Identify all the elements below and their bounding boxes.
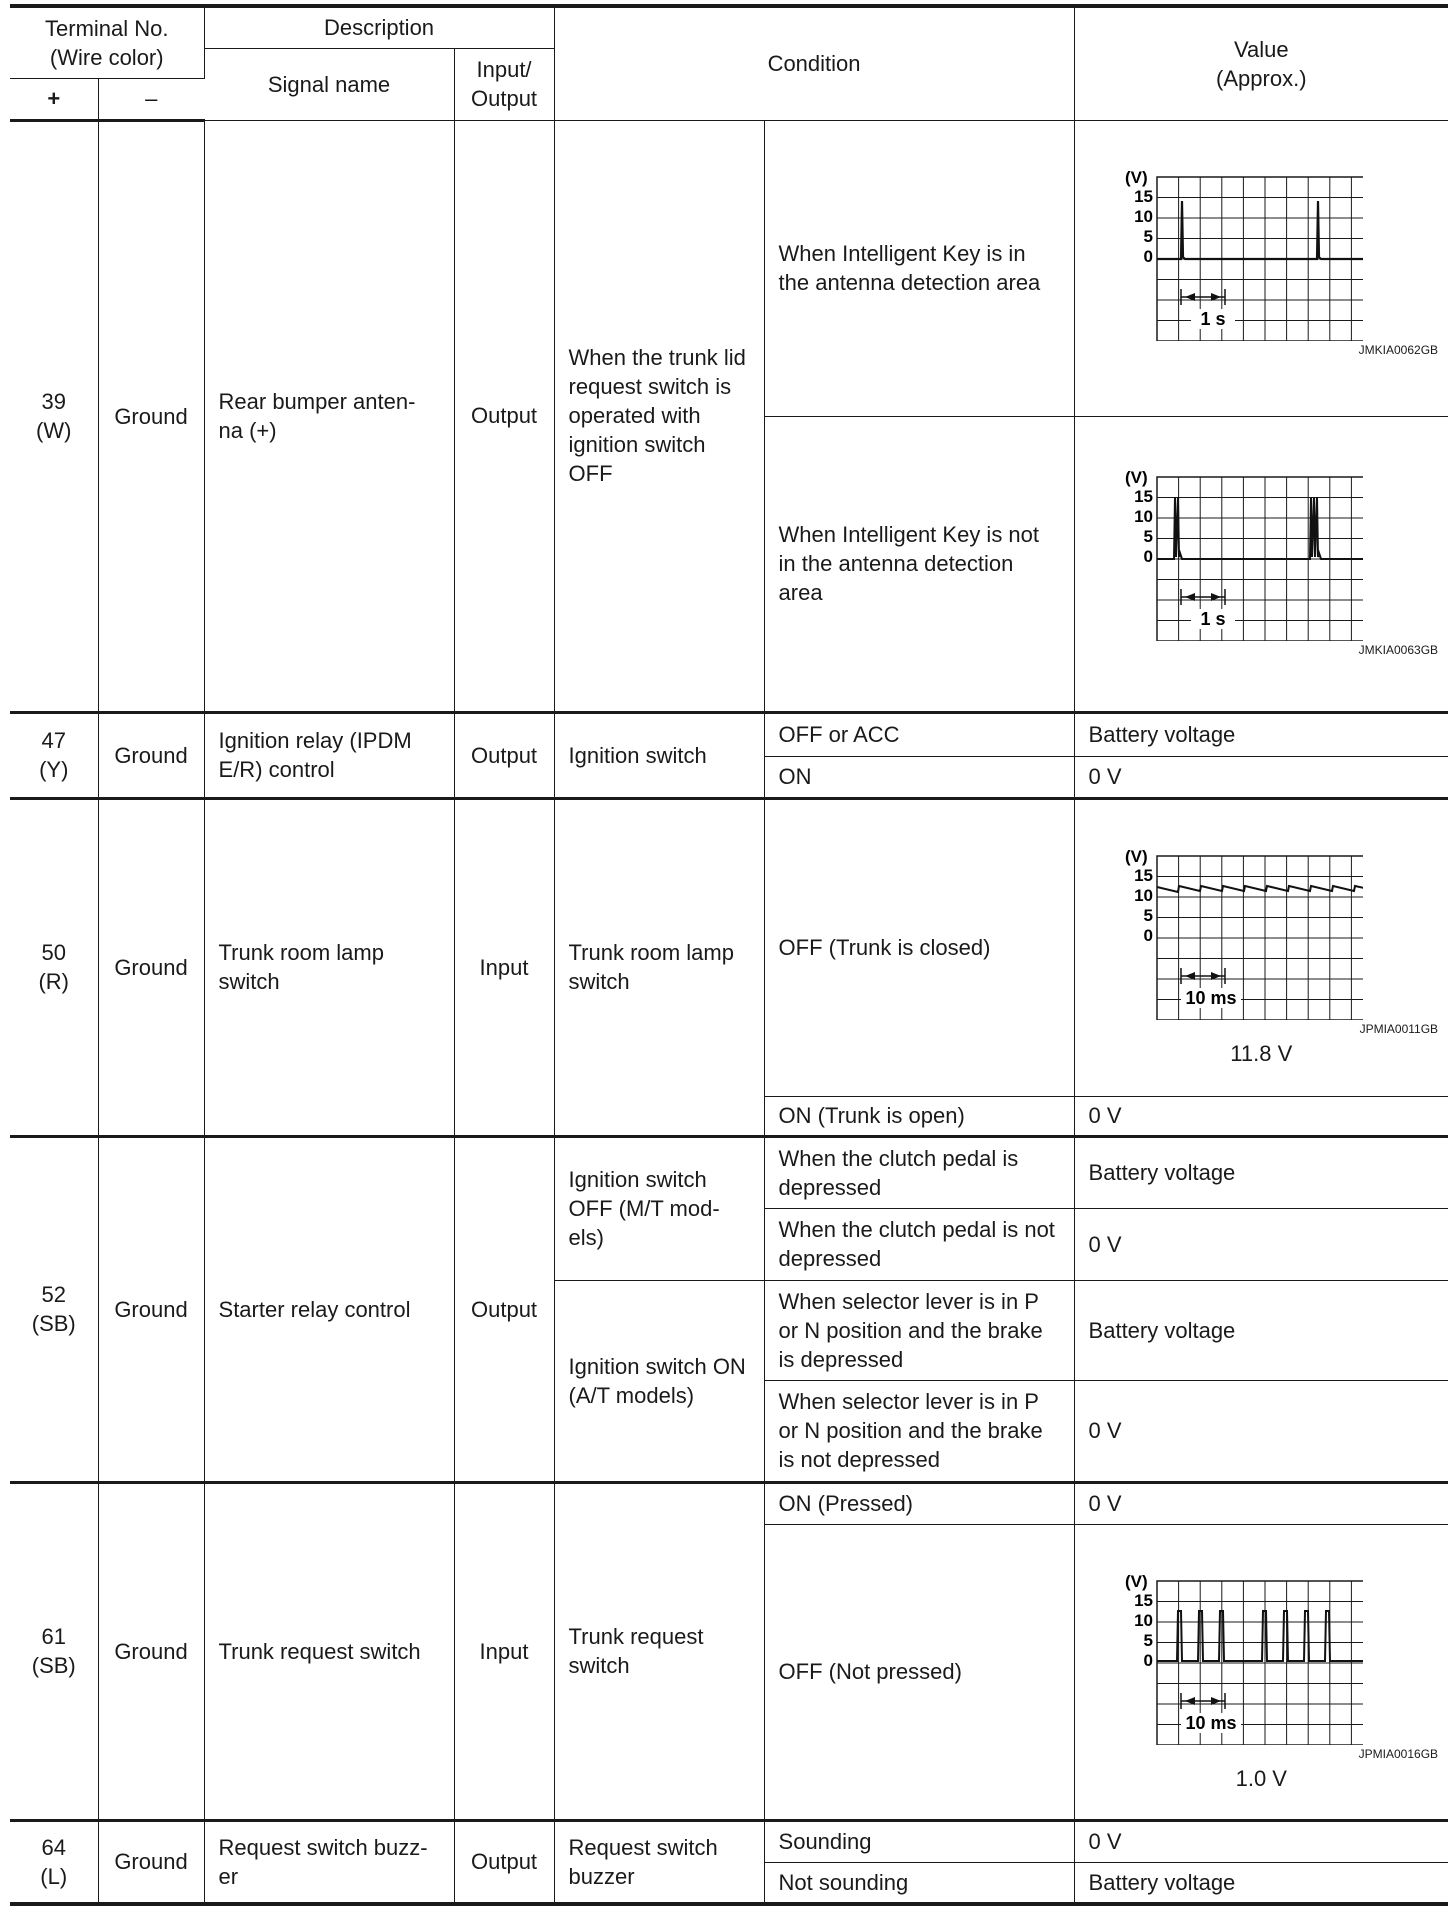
input-output: Output: [454, 120, 554, 712]
waveform-caption: JPMIA0016GB: [1358, 1746, 1439, 1761]
input-output: Input: [454, 1482, 554, 1820]
scope-tick-10: 10: [1133, 506, 1153, 526]
value-waveform-cell: [1074, 1524, 1448, 1820]
minus-terminal: Ground: [98, 1482, 204, 1820]
condition-sub: ON (Trunk is open): [764, 1096, 1074, 1136]
condition-sub: When selector lever is in P or N position and the brake is depressed: [764, 1280, 1074, 1380]
terminal-number: 50: [41, 940, 66, 965]
wire-color: (SB): [31, 1653, 76, 1678]
terminal-number: 52: [41, 1282, 66, 1307]
value-text: Battery voltage: [1074, 1280, 1448, 1380]
input-output: Input: [454, 798, 554, 1136]
terminal-number: 47: [41, 728, 66, 753]
condition-main: Trunk request switch: [554, 1482, 764, 1820]
terminal-table: [10, 4, 1448, 1906]
value-text: 0 V: [1074, 1096, 1448, 1136]
header-approx-label: (Approx.): [1216, 65, 1307, 91]
scope-tick-15: 15: [1133, 1590, 1153, 1610]
scope-unit-label: (V): [1124, 467, 1148, 487]
value-text: Battery voltage: [1074, 1136, 1448, 1208]
scope-tick-15: 15: [1133, 486, 1153, 506]
condition-main-mt: Ignition switch OFF (M/T mod-els): [554, 1136, 764, 1280]
condition-sub: When selector lever is in P or N position and the brake is not depressed: [764, 1380, 1074, 1482]
value-text: Battery voltage: [1074, 712, 1448, 756]
scope-unit-label: (V): [1124, 167, 1148, 187]
header-minus: –: [98, 78, 204, 120]
terminal-50: [10, 798, 98, 1136]
terminal-number: 61: [41, 1624, 66, 1649]
minus-terminal: Ground: [98, 1136, 204, 1482]
header-output-label: Output: [471, 86, 538, 111]
wire-color: (R): [38, 969, 70, 994]
terminal-39: [10, 120, 98, 712]
condition-sub: OFF or ACC: [764, 712, 1074, 756]
value-text: 0 V: [1074, 1208, 1448, 1280]
condition-sub: When the clutch pedal is not depressed: [764, 1208, 1074, 1280]
scope-trace: [1157, 497, 1363, 559]
header-terminal-label: Terminal No.: [45, 15, 169, 41]
header-description: Description: [204, 6, 554, 48]
signal-name: Rear bumper anten-na (+): [204, 120, 454, 712]
value-text: 1.0 V: [1235, 1765, 1287, 1791]
signal-name: Trunk room lamp switch: [204, 798, 454, 1136]
oscilloscope-waveform-trunk-closed: [1123, 840, 1363, 1020]
value-text: 0 V: [1074, 1820, 1448, 1862]
minus-terminal: Ground: [98, 1820, 204, 1904]
oscilloscope-waveform-antenna-in-area: [1123, 161, 1363, 341]
wire-color: (L): [40, 1863, 68, 1889]
header-value: [1074, 6, 1448, 120]
input-output: Output: [454, 1136, 554, 1482]
value-waveform-cell: [1074, 120, 1448, 416]
scope-tick-5: 5: [1143, 1630, 1153, 1650]
condition-sub: Sounding: [764, 1820, 1074, 1862]
value-text: 0 V: [1074, 1482, 1448, 1524]
scope-tick-15: 15: [1133, 186, 1153, 206]
waveform-caption: JMKIA0063GB: [1358, 642, 1439, 657]
scope-tick-0: 0: [1143, 246, 1153, 266]
value-text: 0 V: [1074, 756, 1448, 798]
scope-tick-5: 5: [1143, 526, 1153, 546]
signal-name: Trunk request switch: [204, 1482, 454, 1820]
condition-sub: Not sounding: [764, 1862, 1074, 1904]
condition-sub: OFF (Not pressed): [764, 1524, 1074, 1820]
header-condition: Condition: [554, 6, 1074, 120]
minus-terminal: Ground: [98, 120, 204, 712]
scope-trace: [1157, 1611, 1363, 1661]
header-terminal-no: [10, 6, 204, 78]
scope-tick-10: 10: [1133, 885, 1153, 905]
scope-tick-5: 5: [1143, 226, 1153, 246]
minus-terminal: Ground: [98, 712, 204, 798]
value-waveform-cell: [1074, 798, 1448, 1096]
terminal-47: [10, 712, 98, 798]
condition-main: When the trunk lid request switch is operated with ignition switch OFF: [554, 120, 764, 712]
terminal-number: 39: [41, 389, 66, 414]
scope-tick-0: 0: [1143, 1650, 1153, 1670]
condition-main: Trunk room lamp switch: [554, 798, 764, 1136]
signal-name: Starter relay control: [204, 1136, 454, 1482]
terminal-52: [10, 1136, 98, 1482]
condition-main: Ignition switch: [554, 712, 764, 798]
scope-unit-label: (V): [1124, 846, 1148, 866]
header-value-label: Value: [1233, 36, 1289, 62]
condition-sub: OFF (Trunk is closed): [764, 798, 1074, 1096]
minus-terminal: Ground: [98, 798, 204, 1136]
time-division-label: 1 s: [1200, 608, 1226, 629]
oscilloscope-waveform-not-pressed: [1123, 1565, 1363, 1745]
signal-name: Ignition relay (IPDM E/R) control: [204, 712, 454, 798]
condition-sub: When Intelligent Key is not in the antenna detection area: [764, 416, 1074, 712]
condition-sub: ON (Pressed): [764, 1482, 1074, 1524]
value-text: Battery voltage: [1074, 1862, 1448, 1904]
scope-trace: [1157, 201, 1363, 259]
time-division-label: 10 ms: [1185, 1712, 1237, 1733]
condition-sub: When Intelligent Key is in the antenna detection area: [764, 120, 1074, 416]
condition-main-at: Ignition switch ON (A/T models): [554, 1280, 764, 1482]
scope-tick-0: 0: [1143, 546, 1153, 566]
waveform-caption: JPMIA0011GB: [1359, 1021, 1439, 1036]
header-wire-color-label: (Wire color): [49, 44, 164, 70]
terminal-61: [10, 1482, 98, 1820]
scope-trace: [1157, 886, 1363, 892]
scope-tick-0: 0: [1143, 925, 1153, 945]
time-division-label: 10 ms: [1185, 987, 1237, 1008]
scope-tick-10: 10: [1133, 1610, 1153, 1630]
scope-tick-15: 15: [1133, 865, 1153, 885]
value-text: 11.8 V: [1230, 1040, 1293, 1066]
wire-color: (Y): [39, 757, 69, 782]
signal-name: Request switch buzz-er: [204, 1820, 454, 1904]
scope-tick-5: 5: [1143, 905, 1153, 925]
condition-main: Request switch buzzer: [554, 1820, 764, 1904]
terminal-table-page: [10, 4, 1448, 1904]
time-division-label: 1 s: [1200, 308, 1226, 329]
header-signal-name: Signal name: [204, 48, 454, 120]
oscilloscope-waveform-antenna-not-in-area: [1123, 461, 1363, 641]
condition-sub: When the clutch pedal is depressed: [764, 1136, 1074, 1208]
value-text: 0 V: [1074, 1380, 1448, 1482]
scope-unit-label: (V): [1124, 1571, 1148, 1591]
wire-color: (SB): [31, 1311, 76, 1336]
waveform-caption: JMKIA0062GB: [1358, 342, 1439, 357]
input-output: Output: [454, 712, 554, 798]
scope-tick-10: 10: [1133, 206, 1153, 226]
wire-color: (W): [36, 418, 72, 443]
condition-sub: ON: [764, 756, 1074, 798]
header-input-output: [454, 48, 554, 120]
header-plus: +: [10, 78, 98, 120]
header-input-label: Input/: [476, 57, 532, 82]
value-waveform-cell: [1074, 416, 1448, 712]
terminal-64: [10, 1820, 98, 1904]
input-output: Output: [454, 1820, 554, 1904]
terminal-number: 64: [41, 1834, 66, 1860]
